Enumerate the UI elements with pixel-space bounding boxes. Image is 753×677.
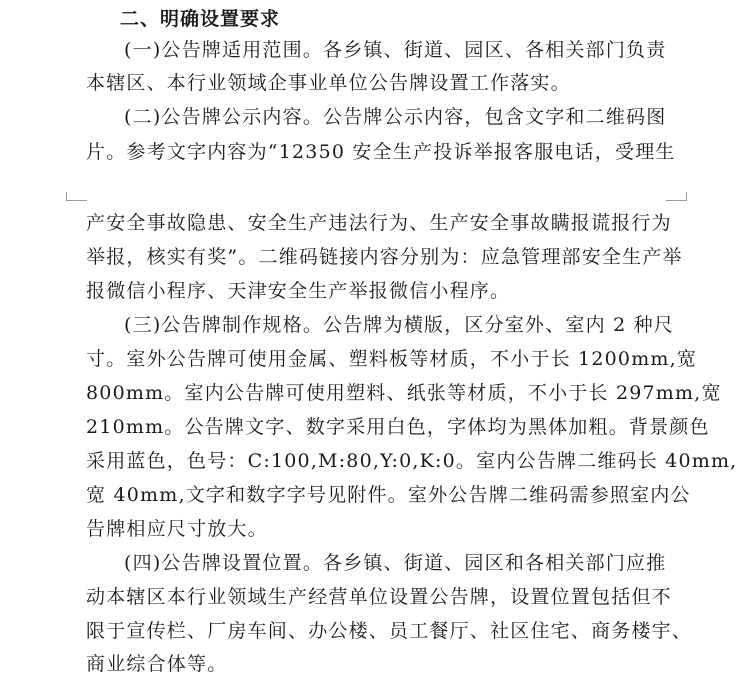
paragraph-3-line-5: 采用蓝色，色号：C:100,M:80,Y:0,K:0。室内公告牌二维码长 40mm, xyxy=(86,450,738,472)
paragraph-2-line-2: 片。参考文字内容为“12350 安全生产投诉举报客服电话，受理生 xyxy=(86,141,676,163)
paragraph-2-line-1: (二)公告牌公示内容。公告牌公示内容，包含文字和二维码图 xyxy=(124,106,667,128)
paragraph-4-line-2: 动本辖区本行业领域生产经营单位设置公告牌，设置位置包括但不 xyxy=(86,586,672,608)
page-margin-marker-right xyxy=(666,192,687,201)
paragraph-3-line-7: 告牌相应尺寸放大。 xyxy=(86,518,268,540)
paragraph-4-line-1: (四)公告牌设置位置。各乡镇、街道、园区和各相关部门应推 xyxy=(124,552,667,574)
page-break-gap xyxy=(0,170,753,206)
paragraph-3-line-6: 宽 40mm,文字和数字字号见附件。室外公告牌二维码需参照室内公 xyxy=(86,484,691,506)
paragraph-2-line-5: 报微信小程序、天津安全生产举报微信小程序。 xyxy=(86,280,511,302)
paragraph-3-line-1: (三)公告牌制作规格。公告牌为横版，区分室外、室内 2 种尺 xyxy=(124,314,674,336)
paragraph-3-line-3: 800mm。室内公告牌可使用塑料、纸张等材质，不小于长 297mm,宽 xyxy=(86,382,722,404)
section-heading: 二、明确设置要求 xyxy=(120,8,281,30)
paragraph-1-line-1: (一)公告牌适用范围。各乡镇、街道、园区、各相关部门负责 xyxy=(124,39,667,61)
page-margin-marker-left xyxy=(66,192,87,201)
paragraph-2-line-4: 举报，核实有奖”。二维码链接内容分别为：应急管理部安全生产举 xyxy=(86,246,683,268)
paragraph-4-line-4: 商业综合体等。 xyxy=(86,653,228,675)
paragraph-1-line-2: 本辖区、本行业领域企事业单位公告牌设置工作落实。 xyxy=(86,72,571,94)
paragraph-3-line-2: 寸。室外公告牌可使用金属、塑料板等材质，不小于长 1200mm,宽 xyxy=(86,348,698,370)
paragraph-2-line-3: 产安全事故隐患、安全生产违法行为、生产安全事故瞒报谎报行为 xyxy=(86,212,672,234)
paragraph-4-line-3: 限于宣传栏、厂房车间、办公楼、员工餐厅、社区住宅、商务楼宇、 xyxy=(86,620,693,642)
paragraph-3-line-4: 210mm。公告牌文字、数字采用白色，字体均为黑体加粗。背景颜色 xyxy=(86,416,710,438)
